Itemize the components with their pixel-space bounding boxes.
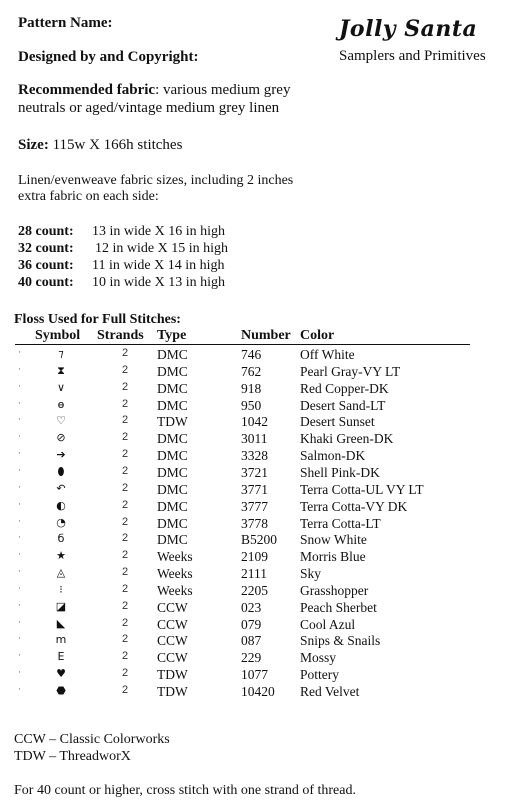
number-cell: 1042 [241,414,268,430]
symbol-glyph: ★ [56,549,66,563]
color-cell: Grasshopper [300,582,369,598]
symbol-glyph: ◔ [56,515,66,529]
col-header-number: Number [241,328,291,343]
symbol-glyph: ⬮ [57,464,65,478]
strands-cell: 2 [122,464,129,477]
symbol-glyph: ◬ [56,566,66,580]
color-cell: Terra Cotta-VY DK [300,498,408,514]
strands-cell: 2 [122,582,129,595]
color-cell: Khaki Green-DK [300,431,394,447]
table-row [14,617,474,634]
row-dot: · [18,347,21,357]
type-cell: DMC [157,448,188,464]
color-cell: Morris Blue [300,549,366,565]
number-cell: 3778 [241,515,268,531]
strands-cell: 2 [122,448,129,461]
row-dot: · [18,448,21,459]
col-header-symbol: Symbol [35,328,81,343]
color-cell: Pearl Gray-VY LT [300,363,401,379]
type-cell: DMC [157,347,188,362]
type-cell: DMC [157,363,188,379]
floss-heading: Floss Used for Full Stitches: [14,312,181,327]
recommended-fabric-line2: neutrals or aged/vintage medium grey linen [18,100,280,116]
count-value: 12 in wide X 15 in high [95,241,228,256]
strands-cell: 2 [122,414,129,427]
number-cell: 3328 [241,448,268,464]
strands-cell: 2 [122,684,129,696]
color-cell: Shell Pink-DK [300,464,380,480]
row-dot: · [18,684,21,694]
strands-cell: 2 [122,599,129,612]
color-cell: Terra Cotta-LT [300,515,381,531]
brand-subtitle: Samplers and Primitives [339,48,486,64]
strands-cell: 2 [122,633,129,646]
symbol-glyph: ◐ [56,498,66,512]
type-cell: CCW [157,633,188,649]
count-value: 13 in wide X 16 in high [92,224,225,239]
strands-cell: 2 [122,532,129,545]
number-cell: 950 [241,397,262,413]
color-cell: Snow White [300,532,367,548]
strands-cell: 2 [122,481,129,494]
table-row [14,650,474,667]
symbol-glyph: ♥ [56,667,66,681]
color-cell: Snips & Snails [300,633,381,649]
row-dot: · [18,431,21,442]
table-row [14,549,474,566]
table-row [14,431,474,448]
row-dot: · [18,633,21,644]
number-cell: 229 [241,650,262,666]
color-cell: Salmon-DK [300,448,366,464]
row-dot: · [18,616,21,627]
strands-cell: 2 [122,363,129,376]
table-row [14,482,474,499]
strands-cell: 2 [122,650,129,663]
table-row [14,667,474,684]
strands-cell: 2 [122,515,129,528]
table-row [14,364,474,381]
type-cell: DMC [157,515,188,531]
table-row [14,347,474,364]
color-cell: Desert Sand-LT [300,397,386,413]
symbol-glyph: ↶ [56,481,66,495]
number-cell: 3771 [241,481,268,497]
number-cell: 762 [241,363,262,379]
legend-ccw: CCW – Classic Colorworks [14,732,170,747]
count-row: 32 count: [18,241,74,256]
number-cell: 3011 [241,431,268,447]
symbol-glyph: ◣ [56,616,66,630]
row-dot: · [18,414,21,425]
color-cell: Terra Cotta-UL VY LT [300,481,424,497]
table-row [14,381,474,398]
number-cell: 087 [241,633,262,649]
table-row [14,684,474,701]
count-value: 11 in wide X 14 in high [92,258,225,273]
strands-cell: 2 [122,498,129,511]
color-cell: Red Copper-DK [300,380,389,396]
table-row [14,583,474,600]
color-cell: Pottery [300,667,339,683]
table-row [14,600,474,617]
type-cell: CCW [157,616,188,632]
number-cell: 3721 [241,464,268,480]
row-dot: · [18,397,21,408]
strands-cell: 2 [122,616,129,629]
strands-cell: 2 [122,380,129,393]
number-cell: 2205 [241,582,268,598]
type-cell: TDW [157,684,188,699]
header-rule [15,344,470,345]
type-cell: DMC [157,397,188,413]
color-cell: Red Velvet [300,684,360,699]
strands-cell: 2 [122,549,129,562]
symbol-glyph: E [57,650,65,664]
symbol-glyph: ⊘ [56,431,66,445]
recommended-fabric: Recommended fabric: various medium grey [18,82,291,98]
number-cell: 1077 [241,667,268,683]
pattern-name-label: Pattern Name: [18,15,113,31]
number-cell: 746 [241,347,262,362]
symbol-glyph: ⧗ [57,363,65,377]
type-cell: DMC [157,498,188,514]
table-row [14,465,474,482]
table-row [14,414,474,431]
row-dot: · [18,498,21,509]
type-cell: Weeks [157,582,193,598]
count-row: 28 count: [18,224,74,239]
type-cell: DMC [157,380,188,396]
table-row [14,633,474,650]
table-row [14,532,474,549]
row-dot: · [18,532,21,543]
strands-cell: 2 [122,347,129,359]
row-dot: · [18,549,21,560]
col-header-strands: Strands [97,328,144,343]
strands-cell: 2 [122,667,129,680]
number-cell: 079 [241,616,262,632]
row-dot: · [18,650,21,661]
designer-label: Designed by and Copyright: [18,49,199,65]
row-dot: · [18,464,21,475]
type-cell: DMC [157,431,188,447]
type-cell: Weeks [157,549,193,565]
table-row [14,499,474,516]
type-cell: DMC [157,532,188,548]
brand-title: Jolly Santa [339,16,478,42]
symbol-glyph: ➔ [56,448,66,462]
type-cell: CCW [157,599,188,615]
count-row: 40 count: [18,275,74,290]
symbol-glyph: ♡ [56,414,66,428]
color-cell: Mossy [300,650,337,666]
type-cell: Weeks [157,566,193,582]
type-cell: DMC [157,481,188,497]
number-cell: 023 [241,599,262,615]
legend-tdw: TDW – ThreadworX [14,749,131,764]
color-cell: Sky [300,566,322,582]
table-row [14,516,474,533]
type-cell: TDW [157,414,188,430]
number-cell: 2109 [241,549,268,565]
row-dot: · [18,667,21,678]
size: Size: 115w X 166h stitches [18,137,183,153]
type-cell: TDW [157,667,188,683]
linen-note-line2: extra fabric on each side: [18,189,159,204]
number-cell: B5200 [241,532,278,548]
number-cell: 2111 [241,566,267,582]
color-cell: Off White [300,347,355,362]
footnote: For 40 count or higher, cross stitch with one strand of thread. [14,783,356,798]
symbol-glyph: ⬣ [56,684,66,697]
col-header-type: Type [157,328,187,343]
row-dot: · [18,363,21,374]
row-dot: · [18,515,21,526]
row-dot: · [18,566,21,577]
symbol-glyph: ɵ [57,397,65,411]
symbol-glyph: ∨ [56,380,66,394]
count-row: 36 count: [18,258,74,273]
row-dot: · [18,582,21,593]
number-cell: 10420 [241,684,275,699]
type-cell: CCW [157,650,188,666]
table-row [14,448,474,465]
count-value: 10 in wide X 13 in high [92,275,225,290]
type-cell: DMC [157,464,188,480]
symbol-glyph: ⁊ [58,347,64,360]
table-row [14,398,474,415]
table-row [14,566,474,583]
symbol-glyph: б [57,532,65,546]
color-cell: Desert Sunset [300,414,375,430]
color-cell: Peach Sherbet [300,599,377,615]
row-dot: · [18,380,21,391]
number-cell: 3777 [241,498,268,514]
symbol-glyph: m [55,633,67,647]
color-cell: Cool Azul [300,616,356,632]
row-dot: · [18,599,21,610]
strands-cell: 2 [122,566,129,579]
number-cell: 918 [241,380,262,396]
linen-note-line1: Linen/evenweave fabric sizes, including 2 inches [18,173,294,188]
symbol-glyph: ◪ [55,599,67,613]
strands-cell: 2 [122,431,129,444]
col-header-color: Color [300,328,335,343]
symbol-glyph: ⁝ [59,582,63,596]
strands-cell: 2 [122,397,129,410]
row-dot: · [18,481,21,492]
